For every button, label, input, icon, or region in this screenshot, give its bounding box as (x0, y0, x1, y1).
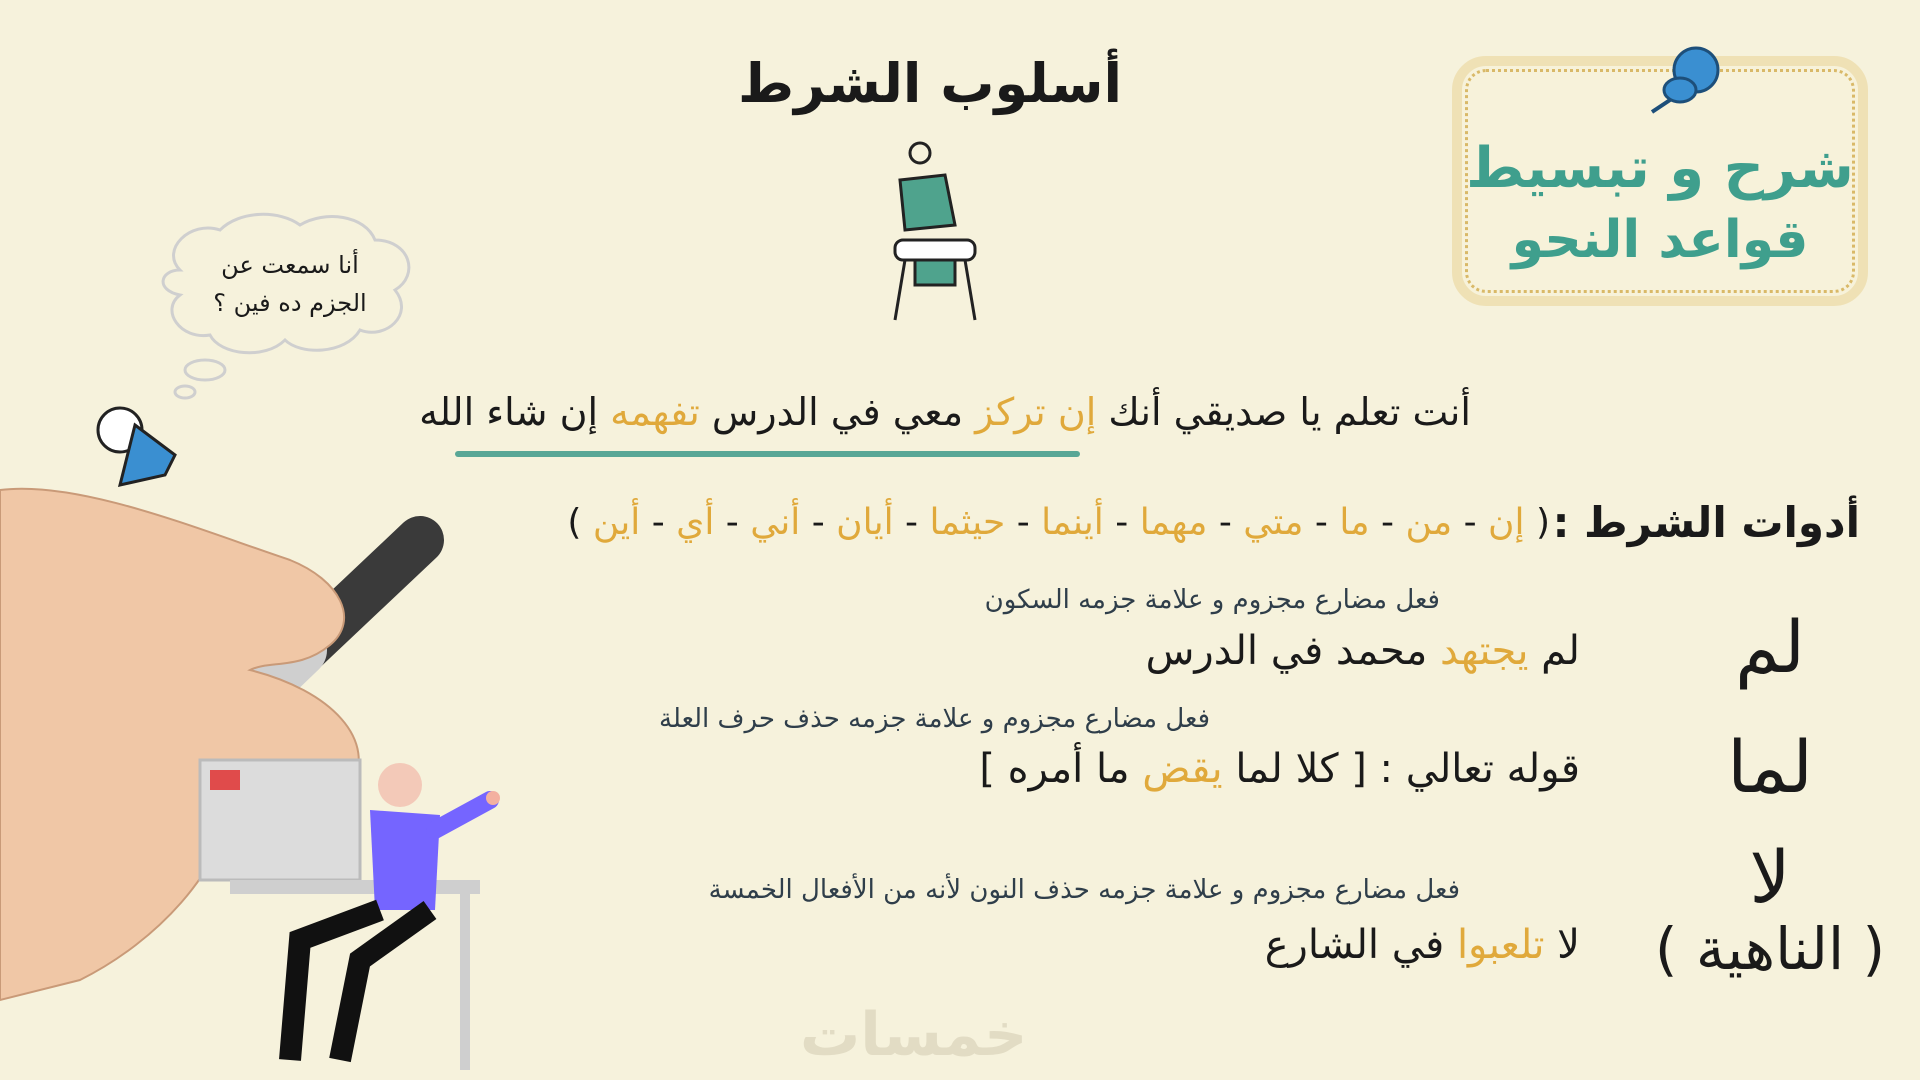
tool-separator: - (714, 502, 751, 543)
intro-sentence (380, 390, 1510, 434)
example-part: محمد في الدرس (1145, 628, 1440, 674)
sentence-highlight: إن تركز (975, 390, 1097, 434)
rule-example (900, 922, 1580, 968)
particle-heading: لما (1727, 725, 1813, 809)
particle-heading: لا (1749, 835, 1791, 919)
tool-item: ما (1339, 502, 1370, 543)
thought-text (180, 246, 400, 322)
sentence-highlight: تفهمه (610, 390, 700, 434)
page-title: أسلوب الشرط (738, 52, 1122, 115)
tool-item: إن (1488, 502, 1525, 543)
tool-separator: - (1303, 502, 1340, 543)
tool-item: أي (676, 502, 715, 543)
tools-list (520, 502, 1550, 543)
rule-note: فعل مضارع مجزوم و علامة جزمه حذف النون لأنه من الأفعال الخمسة (708, 875, 1460, 905)
tool-item: حيثما (929, 502, 1006, 543)
example-part: ما أمره ] (979, 746, 1143, 792)
thought-line-2: الجزم ده فين ؟ (213, 289, 367, 317)
sentence-part: إن شاء الله (419, 390, 611, 434)
example-highlight: يجتهد (1440, 628, 1529, 674)
rule-example (900, 746, 1580, 792)
tool-separator: - (1369, 502, 1406, 543)
tool-item: مهما (1139, 502, 1208, 543)
tool-separator: - (893, 502, 930, 543)
person-at-desk-illustration (190, 740, 510, 1080)
example-highlight: يقض (1142, 746, 1223, 792)
tool-separator: - (800, 502, 837, 543)
rule-note: فعل مضارع مجزوم و علامة جزمه السكون (984, 585, 1440, 615)
tool-separator: - (1103, 502, 1140, 543)
sentence-underline (455, 451, 1080, 457)
tool-item: أينما (1041, 502, 1104, 543)
example-part: لا (1544, 922, 1580, 968)
tool-separator: - (1005, 502, 1042, 543)
rule-note: فعل مضارع مجزوم و علامة جزمه حذف حرف العلة (659, 704, 1210, 734)
particle-subheading: ( الناهية ) (1654, 915, 1886, 983)
example-part: لم (1528, 628, 1580, 674)
example-part: قوله تعالي : [ كلا لما (1222, 746, 1580, 792)
tool-item: متي (1243, 502, 1304, 543)
tools-items (593, 502, 1525, 543)
thought-line-1: أنا سمعت عن (221, 251, 359, 279)
tool-separator: - (640, 502, 677, 543)
sentence-part: أنت تعلم يا صديقي أنك (1096, 390, 1471, 434)
tools-label: أدوات الشرط : (1552, 498, 1860, 547)
sentence-part: معي في الدرس (699, 390, 976, 434)
watermark: خمسات (800, 1000, 1028, 1070)
tools-close-paren: ) (567, 502, 582, 543)
tool-separator: - (1207, 502, 1244, 543)
tool-item: أيان (836, 502, 894, 543)
example-part: في الشارع (1264, 922, 1457, 968)
tool-separator: - (1452, 502, 1489, 543)
pushpin-icon (1640, 40, 1730, 120)
badge-line-1: شرح و تبسيط (1466, 136, 1854, 201)
example-highlight: تلعبوا (1456, 922, 1545, 968)
tool-item: أني (750, 502, 801, 543)
rule-example (900, 628, 1580, 674)
particle-heading: لم (1735, 605, 1805, 689)
tool-item: أين (592, 502, 641, 543)
seated-person-illustration (870, 135, 990, 325)
tools-open-paren: ( (1535, 502, 1550, 543)
badge-line-2: قواعد النحو (1511, 210, 1809, 270)
tool-item: من (1405, 502, 1453, 543)
